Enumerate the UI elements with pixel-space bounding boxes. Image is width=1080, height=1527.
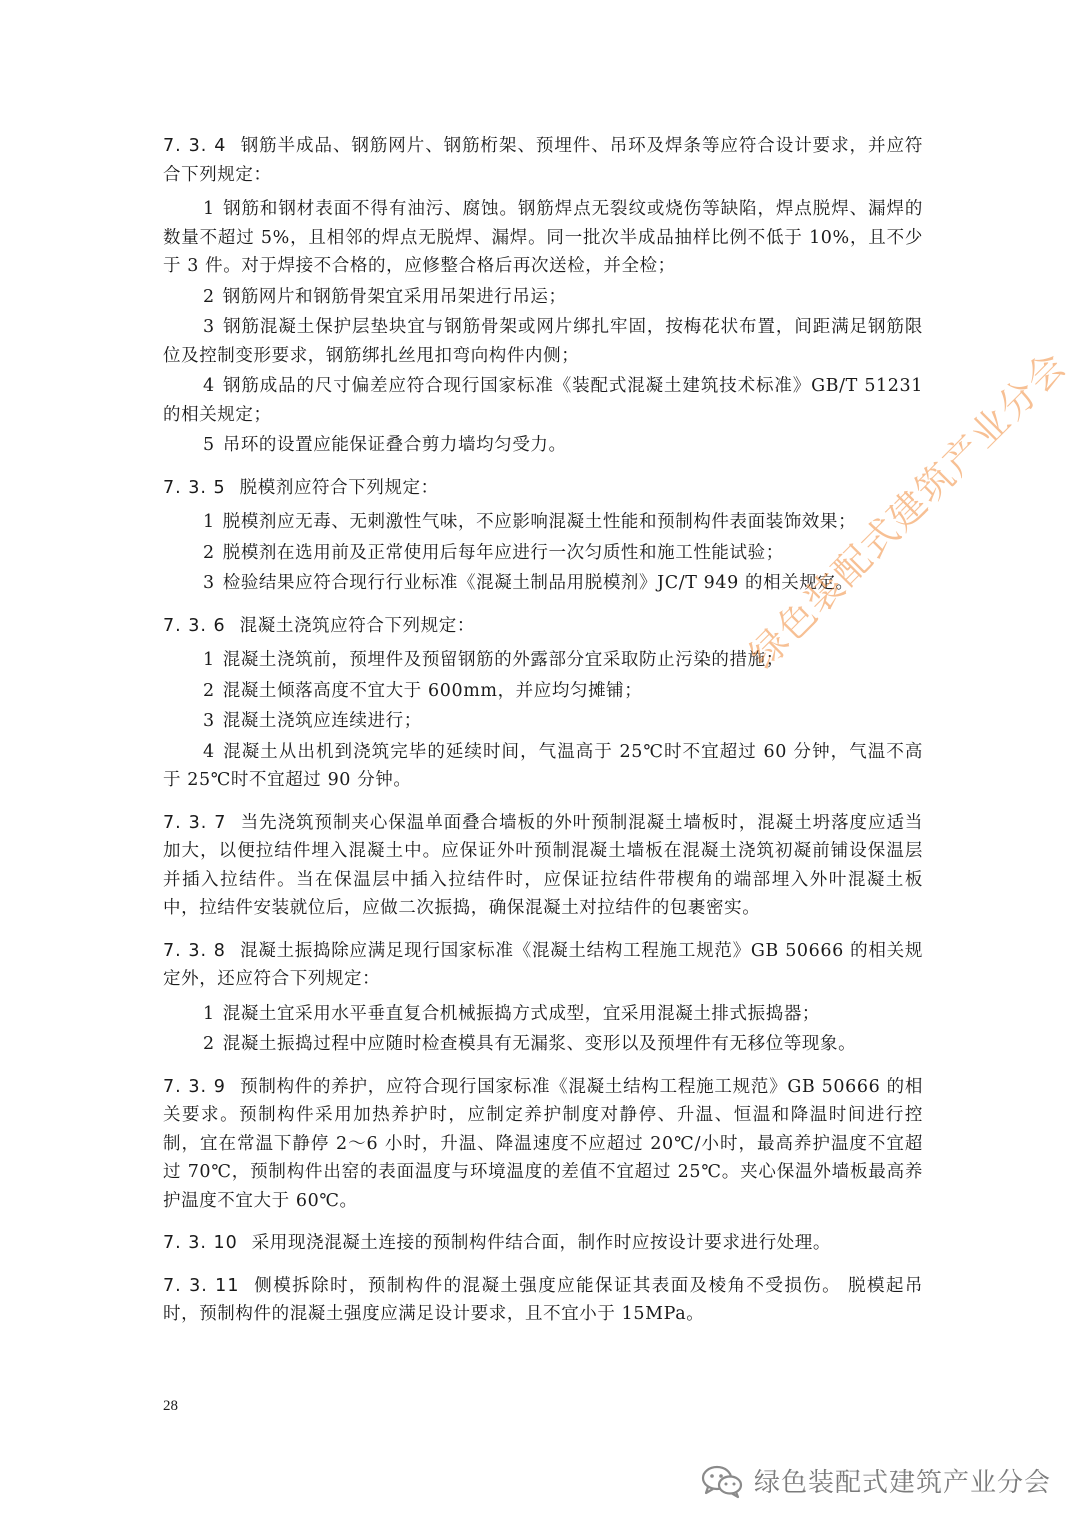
clause-7-3-8	[163, 937, 923, 1059]
list-item: 1 混凝土浇筑前，预埋件及预留钢筋的外露部分宜采取防止污染的措施；	[203, 650, 784, 670]
footer-brand	[700, 1462, 1051, 1499]
clause-number: 7. 3. 5	[163, 477, 226, 498]
list-item: 3 混凝土浇筑应连续进行；	[203, 711, 422, 731]
clause-number: 7. 3. 7	[163, 812, 227, 833]
watermark: 绿色装配式建筑产业分会	[741, 343, 1076, 677]
clause-number: 7. 3. 10	[163, 1233, 238, 1253]
list-item: 2 混凝土倾落高度不宜大于 600mm，并应均匀摊铺；	[203, 680, 643, 701]
list-item: 2 脱模剂在选用前及正常使用后每年应进行一次匀质性和施工性能试验；	[203, 542, 784, 563]
clause-text: 钢筋半成品、钢筋网片、钢筋桁架、预埋件、吊环及焊条等应符合设计要求，并应符合下列规定：	[163, 136, 923, 185]
clause-number: 7. 3. 6	[163, 615, 226, 636]
page-number: 28	[163, 1398, 178, 1414]
list-item: 3 钢筋混凝土保护层垫块宜与钢筋骨架或网片绑扎牢固，按梅花状布置，间距满足钢筋限位及控制变形要求，钢筋绑扎丝甩扣弯向构件内侧；	[163, 317, 923, 366]
clause-text: 当先浇筑预制夹心保温单面叠合墙板的外叶预制混凝土墙板时，混凝土坍落度应适当加大，以便拉结件埋入混凝土中。应保证外叶预制混凝土墙板在混凝土浇筑初凝前铺设保温层并插入拉结件。当在保温层中插入拉结件时，应保证拉结件带楔角的端部埋入外叶混凝土板中，拉结件安装就位后，应做二次振捣，确保混凝土对拉结件的包裹密实。	[163, 812, 923, 918]
item-list	[163, 646, 923, 795]
clause-number: 7. 3. 8	[163, 940, 226, 961]
clause-7-3-11	[163, 1272, 923, 1329]
clause-text: 采用现浇混凝土连接的预制构件结合面，制作时应按设计要求进行处理。	[251, 1233, 831, 1253]
list-item: 1 混凝土宜采用水平垂直复合机械振捣方式成型，宜采用混凝土排式振捣器；	[203, 1003, 821, 1024]
clause-heading	[163, 474, 923, 503]
clause-7-3-4	[163, 132, 923, 460]
item-list	[163, 195, 923, 460]
clause-number: 7. 3. 4	[163, 136, 227, 156]
list-item: 2 钢筋网片和钢筋骨架宜采用吊架进行吊运；	[203, 286, 567, 307]
clause-text: 侧模拆除时，预制构件的混凝土强度应能保证其表面及棱角不受损伤。 脱模起吊时，预制构件的混凝土强度应满足设计要求，且不宜小于 15MPa。	[163, 1275, 923, 1324]
list-item: 3 检验结果应符合现行行业标准《混凝土制品用脱模剂》JC/T 949 的相关规定。	[203, 573, 854, 593]
clause-text: 预制构件的养护，应符合现行国家标准《混凝土结构工程施工规范》GB 50666 的相关要求。预制构件采用加热养护时，应制定养护制度对静停、升温、恒温和降温时间进行控制，宜在常温下静停 2～6 小时，升温、降温速度不应超过 20℃/小时，最高养护温度不宜超过 70℃，预制构件出窑的表面温度与环境温度的差值不宜超过 25℃。夹心保温外墙板最高养护温度不宜大于 60℃。	[163, 1076, 923, 1211]
list-item: 5 吊环的设置应能保证叠合剪力墙均匀受力。	[203, 435, 567, 455]
clause-7-3-10	[163, 1229, 923, 1258]
clause-heading	[163, 132, 923, 189]
wechat-icon	[700, 1463, 744, 1499]
list-item: 4 混凝土从出机到浇筑完毕的延续时间，气温高于 25℃时不宜超过 60 分钟，气温不高于 25℃时不宜超过 90 分钟。	[163, 741, 923, 790]
list-item: 4 钢筋成品的尺寸偏差应符合现行国家标准《装配式混凝土建筑技术标准》GB/T 51231 的相关规定；	[163, 376, 923, 425]
list-item: 1 钢筋和钢材表面不得有油污、腐蚀。钢筋焊点无裂纹或烧伤等缺陷，焊点脱焊、漏焊的数量不超过 5%，且相邻的焊点无脱焊、漏焊。同一批次半成品抽样比例不低于 10%，且不少于 3 件。对于焊接不合格的，应修整合格后再次送检，并全检；	[163, 199, 923, 276]
clause-text: 脱模剂应符合下列规定：	[239, 477, 439, 498]
footer-account-name: 绿色装配式建筑产业分会	[754, 1468, 1052, 1498]
list-item: 2 混凝土振捣过程中应随时检查模具有无漏浆、变形以及预埋件有无移位等现象。	[203, 1034, 857, 1054]
list-item: 1 脱模剂应无毒、无刺激性气味，不应影响混凝土性能和预制构件表面装饰效果；	[203, 512, 857, 532]
clause-text: 混凝土振捣除应满足现行国家标准《混凝土结构工程施工规范》GB 50666 的相关规定外，还应符合下列规定：	[163, 940, 923, 989]
clause-text: 混凝土浇筑应符合下列规定：	[239, 615, 475, 636]
clause-number: 7. 3. 9	[163, 1076, 226, 1097]
item-list	[163, 1000, 923, 1059]
clause-number: 7. 3. 11	[163, 1275, 240, 1296]
document-body	[163, 132, 923, 1343]
clause-7-3-9	[163, 1073, 923, 1216]
clause-heading	[163, 937, 923, 994]
clause-7-3-7	[163, 809, 923, 923]
